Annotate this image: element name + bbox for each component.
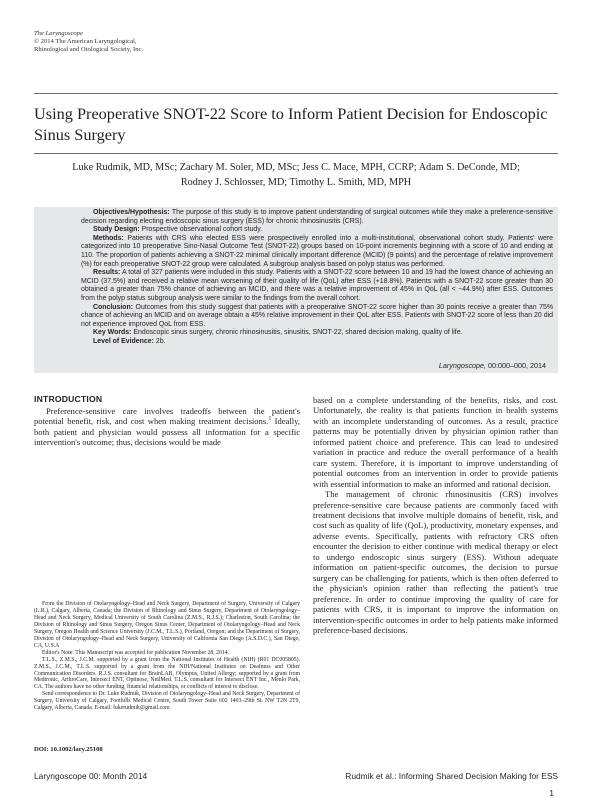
abstract-methods: Methods: Patients with CRS who elected ESS were prospectively enrolled into a multi-institutional, observational cohort study. Patients' were categorized into 10 preoperative Sino-Nasal Outcome Test (SNOT-22) groups based on 10-point increments beginning with a score of 10 and ending at 110. The proportion of patients achieving a SNOT-22 minimal clinically important difference (MCID) (9 points) and the percentage of relative improvement (%) for each preoperative SNOT-22 group were calculated. A subgroup analysis based on polyp status was performed.	[81, 234, 553, 268]
footer-right: Rudmik et al.: Informing Shared Decision Making for ESS	[345, 771, 558, 781]
footnotes	[34, 601, 300, 712]
abstract-conclusion: Conclusion: Outcomes from this study suggest that patients with a preoperative SNOT-22 score higher than 30 points receive a greater than 75% chance of achieving an MCID and on average obtain a 45% relative improvement in their QoL after ESS. Patients with SNOT-22 score of less than 20 did not experience improved QoL from ESS.	[81, 303, 553, 328]
abstract-keywords: Key Words: Endoscopic sinus surgery, chronic rhinosinusitis, sinusitis, SNOT-22, shared decision making, quality of life.	[93, 329, 463, 337]
doi[interactable]: DOI: 10.1002/lary.25108	[34, 746, 103, 753]
journal-copyright: © 2014 The American Laryngological,	[34, 37, 137, 45]
journal-name: The Laryngoscope	[34, 30, 83, 37]
affiliations-note: From the Division of Otolaryngology–Head and Neck Surgery, Department of Surgery, University of Calgary (L.R.), Calgary, Alberta, Canada; the Division of Rhinology and Sinus Surgery, Department of Otolaryngology–Head and Neck Surgery, Medical University of South Carolina (Z.M.S., R.J.S.); Charleston, South Carolina; the Division of Rhinology and Sinus Surgery, Oregon Sinus Center, Department of Otolaryngology–Head and Neck Surgery, Oregon Health and Science University (J.C.M., T.L.S.), Portland, Oregon; and the Department of Surgery, Division of Otolaryngology–Head and Neck Surgery, University of California San Diego (A.S.D.C.), San Diego, CA, U.S.A	[34, 601, 300, 649]
introduction-heading: INTRODUCTION	[34, 394, 103, 404]
authors-line-1: Luke Rudmik, MD, MSc; Zachary M. Soler, MD, MSc; Jess C. Mace, MPH, CCRP; Adam S. DeConde, MD;	[72, 162, 520, 173]
citation-line: Laryngoscope, 00:000–000, 2014	[438, 361, 546, 370]
page-number: 1	[549, 788, 554, 798]
abstract-box	[34, 207, 558, 373]
right-paragraph-2: The management of chronic rhinosinusitis (CRS) involves preference-sensitive care because patients are commonly faced with treatment decisions that involve multiple domains of benefit, risk, and cost such as quality of life (QoL), productivity, monetary expenses, and adverse events. Specifically, patients with refractory CRS often encounter the decision to either continue with medical therapy or elect to undergo endoscopic sinus surgery (ESS). Without adequate information on patient-specific outcomes, the decision to pursue surgery can be challenging for patients, which is then often deferred to the physician's opinion rather than reflecting the patient's true preference. In order to continue improving the quality of care for patients with CRS, it is important to improve the information on intervention-specific outcomes in order to help patients make informed preference-based decisions.	[313, 489, 558, 635]
title-rule	[34, 153, 558, 154]
header-rule	[34, 93, 558, 94]
introduction-paragraph: Preference-sensitive care involves tradeoffs between the patient's potential benefit, risk, and cost when making treatment decisions.$^1$ Ideally, both patient and physician would possess all information for a specific intervention's outcome; thus, decisions would be made	[34, 406, 300, 448]
journal-society: Rhinological and Otological Society, Inc.	[34, 45, 144, 53]
abstract-results: Results: A total of 327 patients were included in this study. Patients with a SNOT-22 score between 10 and 19 had the lowest chance of achieving an MCID (37.5%) and received a relative mean worsening of their quality of life (QoL) after ESS (+18.8%). Patients with a SNOT-22 score greater than 30 obtained a greater than 75% chance of achieving an MCID, and there was a relative improvement of 45% in QoL (all < −44.9%) after ESS. Outcomes from the polyp status subgroup analysis were similar to the findings from the overall cohort.	[81, 269, 553, 302]
editor-note: Editor's Note: This Manuscript was accepted for publication November 28, 2014.	[42, 649, 230, 656]
authors-line-2: Rodney J. Schlosser, MD; Timothy L. Smith, MD, MPH	[180, 176, 412, 188]
abstract-text	[81, 209, 553, 347]
right-column	[313, 395, 558, 635]
right-paragraph-1: based on a complete understanding of the benefits, risks, and cost. Unfortunately, the reality is that patients function in health systems with an incomplete understanding of outcomes. As a result, practice patterns may be potentially driven by physician opinion rather than informed patient choice and preference. This can lead to undesired variation in practice and reduce the overall performance of a health care system. Therefore, it is important to improve understanding of potential outcomes from an intervention in order to provide patients with essential information to make an informed and rational decision.	[313, 395, 558, 489]
journal-header	[34, 30, 143, 53]
footer-left: Laryngoscope 00: Month 2014	[34, 771, 148, 781]
reference-1[interactable]: 1	[268, 416, 272, 423]
abstract-objectives: Objectives/Hypothesis: The purpose of this study is to improve patient understanding of surgical outcomes while they make a preference-sensitive decision regarding electing endoscopic sinus surgery (ESS) for chronic rhinosinusitis (CRS).	[81, 209, 553, 225]
correspondence-note: Send correspondence to Dr. Luke Rudmik, Division of Otolaryngology–Head and Neck Surgery, Department of Surgery, University of Calgary, Foothills Medical Centre, South Tower Suite 602 1403–29th St. NW T2N 2T9, Calgary, Alberta, Canada. E-mail: lukerudmik@gmail.com	[34, 691, 300, 712]
author-list	[34, 161, 558, 190]
abstract-design: Study Design: Prospective observational cohort study.	[93, 226, 263, 234]
article-title: Using Preoperative SNOT-22 Score to Inform Patient Decision for Endoscopic Sinus Surgery	[34, 104, 548, 144]
funding-note: T.L.S., Z.M.S., J.C.M. supported by a grant from the National Institutes of Health (NIH) (R01 DC005805). Z.M.S., J.C.M., T.L.S. supported by a grant from the NIH/National Institutes on Deafness and Other Communication Disorders. R.J.S. consultant for BrainLAB, Olympus, United Allergy; supported by a grant from Medtronic, ArthroCare, Intersect ENT, Optinose, NeilMed. T.L.S. consultant for Intersect ENT Inc., Menlo Park, CA. The authors have no other funding, financial relationships, or conflicts of interest to disclose.	[34, 656, 300, 691]
abstract-evidence: Level of Evidence: 2b.	[93, 337, 166, 345]
